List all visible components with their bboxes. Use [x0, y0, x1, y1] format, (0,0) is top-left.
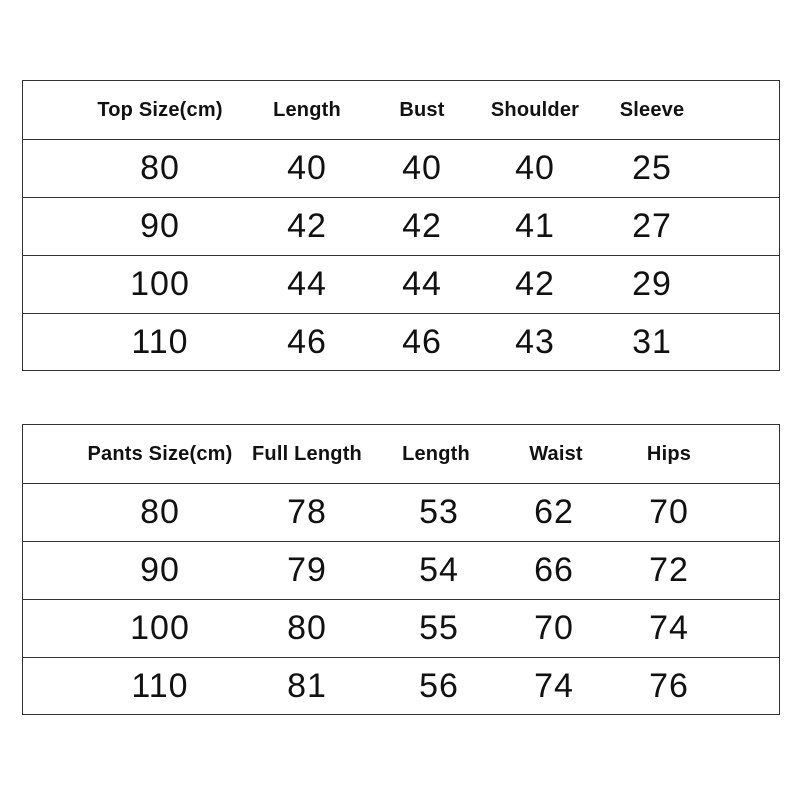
- size-cell: 90: [140, 207, 180, 245]
- sleeve-cell: 31: [632, 323, 672, 361]
- table-row: [23, 599, 779, 657]
- length-cell: 53: [419, 493, 459, 531]
- bust-cell: 44: [402, 265, 442, 303]
- header-hips: Hips: [646, 442, 692, 465]
- sleeve-cell: 27: [632, 207, 672, 245]
- size-cell: 110: [131, 667, 189, 705]
- full-length-cell: 79: [287, 551, 327, 589]
- shoulder-cell: 43: [515, 323, 555, 361]
- hips-cell: 76: [649, 667, 689, 705]
- full-length-cell: 80: [287, 609, 327, 647]
- table-row: [23, 255, 779, 313]
- header-length: Length: [402, 442, 470, 465]
- table-row: [23, 541, 779, 599]
- header-waist: Waist: [529, 442, 583, 465]
- size-cell: 80: [140, 493, 180, 531]
- header-bust: Bust: [399, 98, 445, 121]
- hips-cell: 72: [649, 551, 689, 589]
- table-row: [23, 657, 779, 715]
- full-length-cell: 78: [287, 493, 327, 531]
- sleeve-cell: 29: [632, 265, 672, 303]
- length-cell: 56: [419, 667, 459, 705]
- header-shoulder: Shoulder: [490, 98, 580, 121]
- top-size-table: [22, 80, 780, 371]
- hips-cell: 74: [649, 609, 689, 647]
- length-cell: 55: [419, 609, 459, 647]
- bust-cell: 42: [402, 207, 442, 245]
- header-pants-size: Pants Size(cm): [87, 442, 233, 465]
- length-cell: 42: [287, 207, 327, 245]
- table-row: [23, 313, 779, 371]
- sleeve-cell: 25: [632, 149, 672, 187]
- bust-cell: 40: [402, 149, 442, 187]
- length-cell: 46: [287, 323, 327, 361]
- shoulder-cell: 42: [515, 265, 555, 303]
- table-row: [23, 139, 779, 197]
- header-sleeve: Sleeve: [619, 98, 685, 121]
- header-full-length: Full Length: [252, 442, 362, 465]
- table-header-row: [23, 425, 779, 483]
- size-cell: 110: [131, 323, 189, 361]
- table-row: [23, 483, 779, 541]
- header-top-size: Top Size(cm): [97, 98, 223, 121]
- length-cell: 40: [287, 149, 327, 187]
- hips-cell: 70: [649, 493, 689, 531]
- pants-size-table: [22, 424, 780, 715]
- size-cell: 90: [140, 551, 180, 589]
- size-cell: 80: [140, 149, 180, 187]
- shoulder-cell: 40: [515, 149, 555, 187]
- waist-cell: 62: [534, 493, 574, 531]
- length-cell: 54: [419, 551, 459, 589]
- shoulder-cell: 41: [515, 207, 555, 245]
- waist-cell: 66: [534, 551, 574, 589]
- waist-cell: 74: [534, 667, 574, 705]
- full-length-cell: 81: [287, 667, 327, 705]
- size-cell: 100: [130, 265, 190, 303]
- header-length: Length: [273, 98, 341, 121]
- waist-cell: 70: [534, 609, 574, 647]
- table-row: [23, 197, 779, 255]
- length-cell: 44: [287, 265, 327, 303]
- table-header-row: [23, 81, 779, 139]
- bust-cell: 46: [402, 323, 442, 361]
- size-cell: 100: [130, 609, 190, 647]
